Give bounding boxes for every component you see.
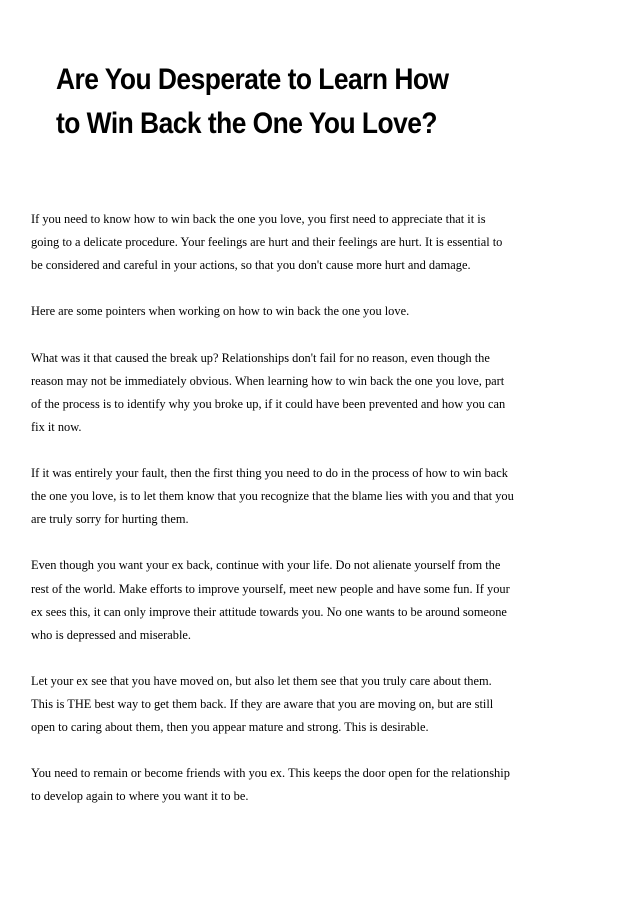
paragraph (31, 762, 601, 808)
text-line: reason may not be immediately obvious. When learning how to win back the one you love, part (31, 373, 505, 388)
text-line: Even though you want your ex back, continue with your life. Do not alienate yourself from the (31, 558, 501, 573)
paragraph (31, 462, 601, 531)
text-line: are truly sorry for hurting them. (31, 512, 189, 527)
text-line: Here are some pointers when working on how to win back the one you love. (31, 304, 410, 319)
text-line: Let your ex see that you have moved on, but also let them see that you truly care about them. (31, 673, 492, 688)
text-line: of the process is to identify why you broke up, if it could have been prevented and how you can (31, 396, 506, 411)
text-line: the one you love, is to let them know that you recognize that the blame lies with you and that you (31, 489, 514, 504)
title-line-2: to Win Back the One You Love? (56, 107, 437, 140)
text-line: This is THE best way to get them back. If they are aware that you are moving on, but are still (31, 696, 494, 711)
text-line: be considered and careful in your actions, so that you don't cause more hurt and damage. (31, 258, 471, 273)
title-line-1: Are You Desperate to Learn How (56, 63, 449, 96)
text-line: ex sees this, it can only improve their attitude towards you. No one wants to be around someone (31, 604, 507, 619)
paragraph (31, 347, 601, 439)
text-line: open to caring about them, then you appear mature and strong. This is desirable. (31, 720, 429, 735)
paragraph (31, 208, 601, 277)
document-body (31, 208, 601, 832)
text-line: who is depressed and miserable. (31, 627, 192, 642)
text-line: If it was entirely your fault, then the first thing you need to do in the process of how to win back (31, 466, 508, 481)
text-line: rest of the world. Make efforts to improve yourself, meet new people and have some fun. If your (31, 581, 510, 596)
text-line: fix it now. (31, 419, 82, 434)
document-title (56, 58, 549, 146)
text-line: What was it that caused the break up? Relationships don't fail for no reason, even though the (31, 350, 490, 365)
text-line: If you need to know how to win back the one you love, you first need to appreciate that it is (31, 212, 486, 226)
paragraph (31, 300, 601, 323)
paragraph (31, 554, 601, 646)
text-line: going to a delicate procedure. Your feelings are hurt and their feelings are hurt. It is essential to (31, 235, 503, 250)
paragraph (31, 670, 601, 739)
text-line: to develop again to where you want it to be. (31, 789, 249, 804)
text-line: You need to remain or become friends with you ex. This keeps the door open for the relationship (31, 766, 510, 781)
